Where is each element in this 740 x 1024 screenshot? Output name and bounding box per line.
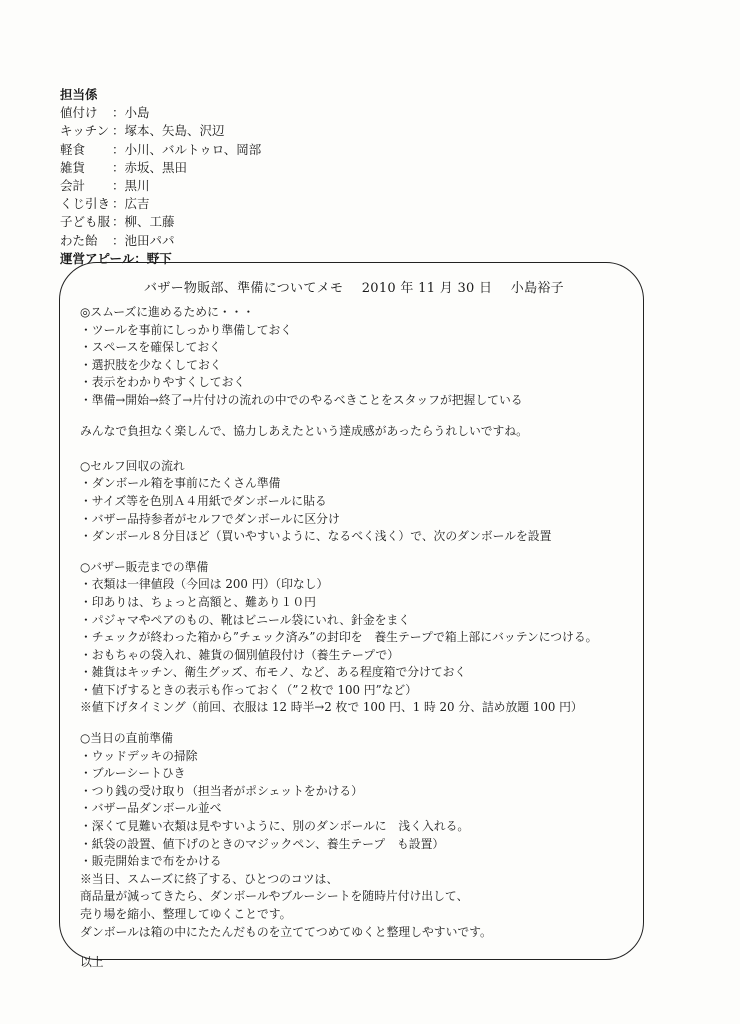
list-item: ・バザー品ダンボール並べ	[80, 801, 222, 816]
section-heading: ○バザー販売までの準備	[80, 559, 209, 574]
closing-text: 以上	[80, 955, 104, 970]
staff-role: 会計	[60, 178, 86, 194]
staff-role: 雑貨	[60, 159, 86, 175]
list-item: ・パジャマやペアのもの、靴はビニール袋にいれ、針金をまく	[80, 612, 411, 627]
list-item: ・ツールを事前にしっかり準備しておく	[80, 322, 293, 337]
staff-row	[60, 104, 261, 122]
section-heading: ○セルフ回収の流れ	[80, 458, 185, 473]
list-item: ・チェックが終わった箱から”チェック済み”の封印を 養生テープで箱上部にバッテンにつける。	[80, 630, 598, 645]
staff-row	[60, 232, 261, 250]
staff-role: 子ども服	[60, 214, 111, 230]
list-item: ・ダンボール８分目ほど（買いやすいように、なるべく浅く）で、次のダンボールを設置	[80, 529, 552, 544]
section-heading: ○当日の直前準備	[80, 731, 173, 746]
staff-names: ：池田パパ	[112, 232, 175, 248]
list-item: ・準備→開始→終了→片付けの流れの中でのやるべきことをスタッフが把握している	[80, 392, 523, 407]
list-item: ・販売開始まで布をかける	[80, 854, 222, 869]
staff-row	[60, 159, 261, 177]
staff-names: ：塚本、矢島、沢辺	[112, 123, 225, 139]
staff-list	[60, 86, 261, 268]
staff-names: ：野下	[134, 250, 172, 266]
list-item: ・表示をわかりやすくしておく	[80, 375, 246, 390]
memo-box	[59, 262, 644, 970]
staff-row	[60, 177, 261, 195]
staff-names: ：小島	[112, 105, 150, 121]
staff-role: 値付け	[60, 105, 98, 121]
memo-author: 小島裕子	[510, 281, 564, 296]
staff-names: ：赤坂、黒田	[112, 159, 188, 175]
list-item: ・深くて見難い衣類は見やすいように、別のダンボールに 浅く入れる。	[80, 819, 470, 834]
memo-title: バザー物販部、準備についてメモ	[144, 281, 344, 296]
section-heading: ◎スムーズに進めるために・・・	[80, 305, 255, 319]
list-item: ・印ありは、ちょっと高額と、難あり１０円	[80, 594, 316, 609]
memo-header	[144, 277, 614, 296]
staff-role: キッチン	[60, 123, 110, 139]
memo-body	[80, 304, 640, 972]
staff-row	[60, 141, 261, 159]
list-item: ・ブルーシートひき	[80, 766, 186, 781]
staff-names: ：柳、工藤	[112, 214, 175, 230]
list-item: ・雑貨はキッチン、衛生グッズ、布モノ、など、ある程度箱で分けておく	[80, 665, 467, 680]
list-item: ※当日、スムーズに終了する、ひとつのコツは、	[80, 871, 339, 886]
staff-role: 運営アピール	[60, 250, 135, 266]
list-item: 売り場を縮小、整理してゆくことです。	[80, 907, 292, 921]
staff-role: わた飴	[60, 232, 98, 248]
list-item: ・紙袋の設置、値下げのときのマジックペン、養生テープ も設置）	[80, 836, 445, 851]
staff-names: ：黒川	[112, 178, 150, 194]
list-item: ・スペースを確保しておく	[80, 340, 221, 355]
staff-row	[60, 213, 261, 231]
staff-title: 担当係	[60, 87, 98, 102]
staff-names: ：小川、バルトゥロ、岡部	[112, 141, 262, 157]
list-item: ・ダンボール箱を事前にたくさん準備	[80, 476, 281, 491]
list-item: ダンボールは箱の中にたたんだものを立ててつめてゆくと整理しやすいです。	[80, 924, 492, 939]
list-item: ・値下げするときの表示も作っておく（”２枚で 100 円”など）	[80, 682, 418, 697]
staff-role: くじ引き	[60, 196, 111, 212]
list-item: ・バザー品持参者がセルフでダンボールに区分け	[80, 511, 340, 526]
staff-names: ：広吉	[112, 196, 150, 212]
staff-row	[60, 195, 261, 213]
list-item: 商品量が減ってきたら、ダンボールやブルーシートを随時片付け出して、	[80, 889, 469, 904]
intro-note: みんなで負担なく楽しんで、協力しあえたという達成感があったらうれしいですね。	[80, 423, 528, 438]
staff-role: 軽食	[60, 141, 86, 157]
list-item: ・衣類は一律値段（今回は 200 円）（印なし）	[80, 577, 329, 592]
list-item: ・ウッドデッキの掃除	[80, 748, 198, 763]
list-item: ・サイズ等を色別Ａ４用紙でダンボールに貼る	[80, 493, 327, 508]
list-item: ※値下げタイミング（前回、衣服は 12 時半→2 枚で 100 円、1 時 20 分、詰め放題 100 円）	[80, 700, 583, 715]
list-item: ・おもちゃの袋入れ、雑貨の個別値段付け（養生テープで）	[80, 647, 399, 662]
list-item: ・つり銭の受け取り（担当者がポシェットをかける）	[80, 783, 363, 798]
memo-date: 2010 年 11 月 30 日	[361, 281, 493, 296]
staff-row	[60, 122, 261, 140]
list-item: ・選択肢を少なくしておく	[80, 357, 222, 372]
